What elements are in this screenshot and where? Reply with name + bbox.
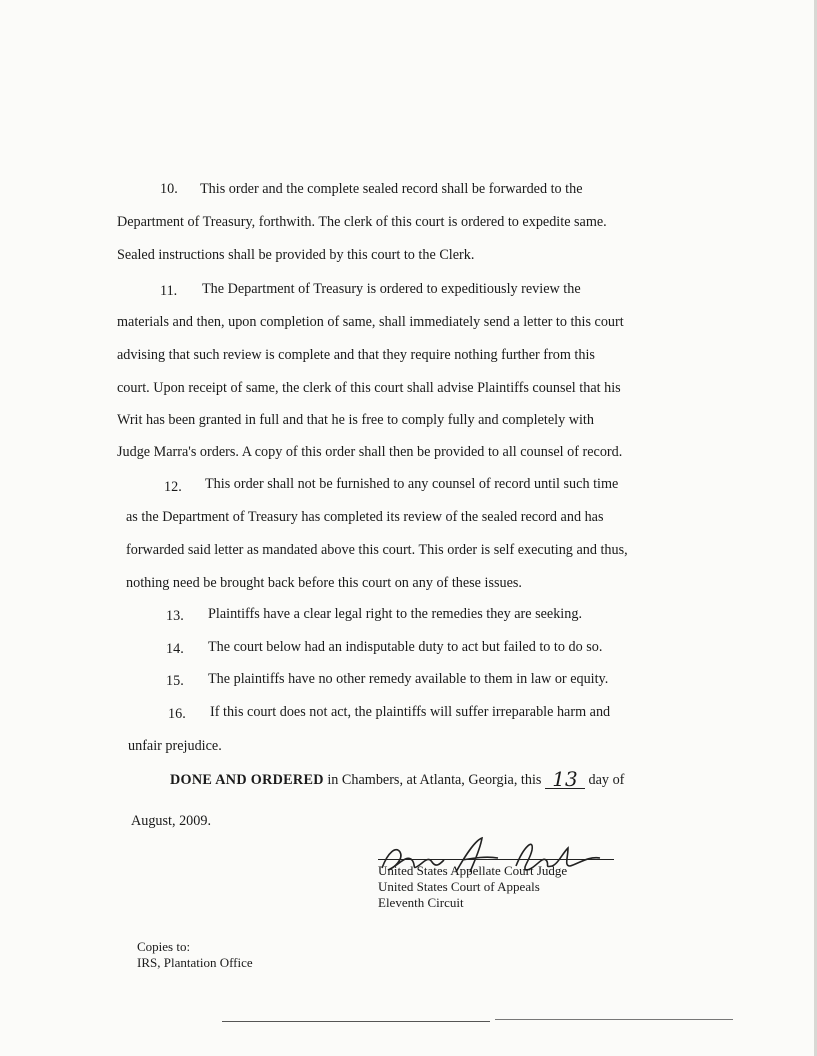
paragraph-11-line: advising that such review is complete and that they require nothing further from this — [117, 347, 595, 363]
paragraph-12-line: as the Department of Treasury has completed its review of the sealed record and has — [126, 509, 604, 525]
judge-title: United States Appellate Court Judge — [378, 863, 568, 878]
paragraph-12-line: forwarded said letter as mandated above this court. This order is self executing and thus, — [126, 542, 628, 558]
paragraph-15-number: 15. — [166, 673, 184, 689]
court-name: United States Court of Appeals — [378, 879, 540, 894]
scan-edge-line — [222, 1021, 490, 1022]
paragraph-13-number: 13. — [166, 608, 184, 624]
circuit-name: Eleventh Circuit — [378, 895, 464, 910]
paragraph-10-line: This order and the complete sealed record shall be forwarded to the — [200, 181, 583, 197]
paragraph-16-line: If this court does not act, the plaintiffs will suffer irreparable harm and — [210, 704, 611, 720]
day-handwritten: 13 — [545, 770, 585, 789]
copies-label: Copies to: — [137, 939, 191, 954]
paragraph-14-line: The court below had an indisputable duty to act but failed to to do so. — [208, 639, 603, 655]
paragraph-15-line: The plaintiffs have no other remedy available to them in law or equity. — [208, 671, 609, 687]
copies-recipient: IRS, Plantation Office — [137, 955, 253, 970]
done-ordered-heading: DONE AND ORDERED — [170, 772, 324, 788]
paragraph-10-line: Department of Treasury, forthwith. The clerk of this court is ordered to expedite same. — [117, 214, 607, 230]
paragraph-12-line: nothing need be brought back before this court on any of these issues. — [126, 575, 522, 591]
date-line: August, 2009. — [131, 813, 212, 829]
paragraph-11-line: materials and then, upon completion of same, shall immediately send a letter to this court — [117, 314, 624, 330]
paragraph-13-line: Plaintiffs have a clear legal right to the remedies they are seeking. — [208, 606, 582, 622]
paragraph-11-line: Judge Marra's orders. A copy of this order shall then be provided to all counsel of record. — [117, 444, 623, 460]
paragraph-16-number: 16. — [168, 706, 186, 722]
paragraph-11-line: Writ has been granted in full and that he is free to comply fully and completely with — [117, 412, 594, 428]
paragraph-11-number: 11. — [160, 283, 178, 299]
paragraph-11-line: The Department of Treasury is ordered to expeditiously review the — [202, 281, 581, 297]
signature-line — [378, 859, 614, 860]
paragraph-14-number: 14. — [166, 641, 184, 657]
day-of-text: day of — [588, 772, 625, 788]
paragraph-10-line: Sealed instructions shall be provided by this court to the Clerk. — [117, 247, 475, 263]
paragraph-12-number: 12. — [164, 479, 182, 495]
done-ordered-line — [170, 767, 625, 791]
paragraph-10-number: 10. — [160, 181, 178, 197]
paragraph-11-line: court. Upon receipt of same, the clerk of this court shall advise Plaintiffs counsel that his — [117, 380, 621, 396]
scan-edge-line — [495, 1019, 733, 1020]
paragraph-12-line: This order shall not be furnished to any counsel of record until such time — [205, 476, 619, 492]
paragraph-16-line: unfair prejudice. — [128, 738, 222, 754]
location-text: in Chambers, at Atlanta, Georgia, this — [327, 772, 542, 788]
